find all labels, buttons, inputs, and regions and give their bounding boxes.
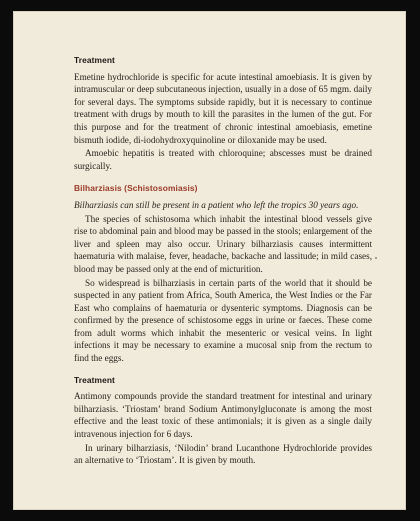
paragraph-amoebic-hepatitis: Amoebic hepatitis is treated with chloroquine; abscesses must be drained surgically. [74,148,372,171]
section-heading-treatment-bilharziasis: Treatment [74,374,115,385]
paragraph-schistosoma-species: The species of schistosoma which inhabit the intestinal blood vessels give rise to abdominal pain and blood may be passed in the stools; enlargement of the liver and spleen may also occur. Urinary bilharziasis causes intermittent haematuria with malaise, fever, headache, backache and lassitude; in mild cases, blood may be passed only at the end of micturition. [74,213,372,274]
paragraph-nilodin: In urinary bilharziasis, ‘Nilodin’ brand Lucanthone Hydrochloride provides an alternative to ‘Triostam’. It is given by mouth. [74,442,372,466]
subtitle-bilharziasis: Bilharziasis can still be present in a patient who left the tropics 30 years ago. [74,199,359,210]
document-page [13,11,406,510]
page-content [74,54,372,468]
paragraph-emetine: Emetine hydrochloride is specific for acute intestinal amoebiasis. It is given by intramuscular or deep subcutaneous injection, usually in a dose of 65 mgm. daily for several days. The symptoms subside rapidly, but it is necessary to continue treatment with drugs by mouth to kill the parasites in the lumen of the gut. For this purpose and for the treatment of chronic intestinal amoebiasis, emetine bismuth iodide, di-iodohydroxyquinoline or diloxanide may be used. [74,71,373,145]
section-heading-bilharziasis: Bilharziasis (Schistosomiasis) [74,183,198,194]
paragraph-antimony: Antimony compounds provide the standard treatment for intestinal and urinary bilharziasis. ‘Triostam’ brand Sodium Antimonylgluconate is among the most effective and the least toxic of these antimonials; it is given as a single daily intravenous injection for 6 days. [74,391,372,440]
section-heading-treatment-amoebiasis: Treatment [74,55,115,65]
paragraph-diagnosis: So widespread is bilharziasis in certain parts of the world that it should be suspected in any patient from Africa, South America, the West Indies or the Far East who complains of haematuria or dysenteric symptoms. Diagnosis can be confirmed by the presence of schistosome eggs in urine or faeces. These come from adult worms which inhabit the mesenteric or vesical veins. In light infections it may be necessary to examine a mucosal snip from the rectum to find the eggs. [74,277,372,364]
page-speck [375,257,377,259]
